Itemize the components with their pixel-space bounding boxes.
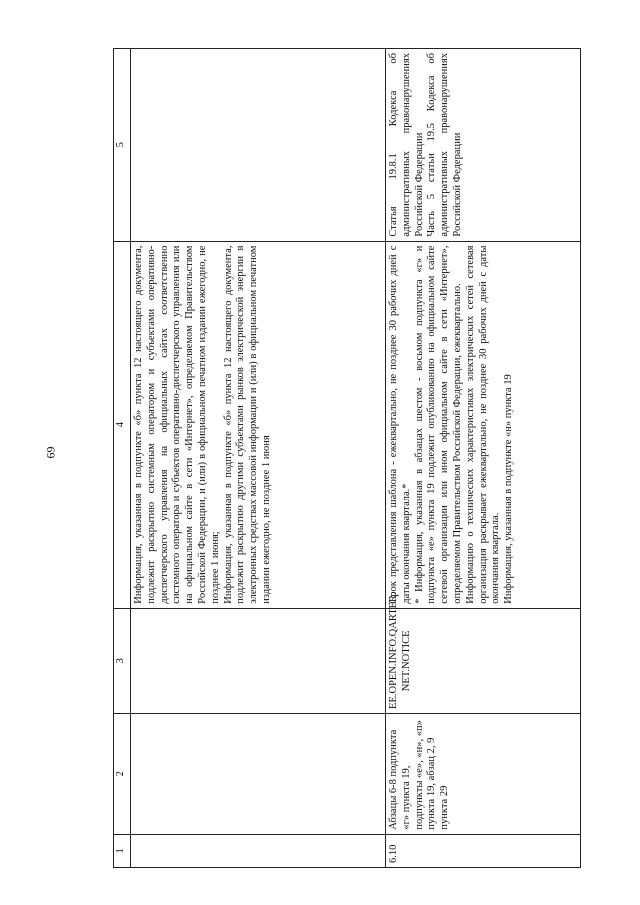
row1-col4-para1: Информация, указанная в подпункте «б» пункта 12 настоящего документа, подлежит раскрытию системным оператором и субъектами оперативно-диспетчерского управления на официальных сайтах соответственно системного оператора и субъектов оперативно-диспетчерского управления или на официальном сайте в сети «Интернет», определяемом Правительством Российской Федерации, и (или) в официальном печатном издании ежегодно, не позднее 1 июня; [133, 245, 221, 604]
header-col-2: 2 [114, 713, 131, 834]
table-row [386, 49, 581, 868]
page-number: 69 [43, 446, 58, 459]
row2-col5-para1: Статья 19.8.1 Кодекса об административных правонарушениях Российской Федерации [388, 53, 425, 237]
header-col-1: 1 [114, 834, 131, 867]
row2-col4-para4: Информация, указанная в подпункте «н» пункта 19 [503, 374, 515, 604]
row1-col2 [131, 713, 386, 834]
header-col-4: 4 [114, 241, 131, 608]
row1-col1 [131, 834, 386, 867]
header-col-3: 3 [114, 608, 131, 713]
row2-col4-para3: Информацию о технических характеристиках электрических сетей сетевая организация раскрывает ежеквартально, не позднее 30 рабочих дней с даты окончания квартала. [464, 245, 502, 604]
row2-col2: Абзацы 6-8 подпункта «г» пункта 19, подпункты «е», «н», «п» пункта 19, абзац 2, 9 пункта 29 [386, 713, 581, 834]
row2-col4 [386, 241, 581, 608]
table-row [131, 49, 386, 868]
row2-col3: EE.OPEN.INFO.QARTER. NET.NOTICE [386, 608, 581, 713]
header-col-5: 5 [114, 49, 131, 242]
table-wrapper [113, 48, 583, 868]
disclosure-table [113, 48, 581, 868]
row1-col4-para2: Информация, указанная в подпункте «б» пункта 12 настоящего документа, подлежит раскрытию другими субъектами рынков электрической энергии в электронных средствах массовой информации и (или) в официальном печатном издании ежегодно, не позднее 1 июня [222, 245, 272, 604]
row2-col4-para1: Срок представления шаблона - ежеквартально, не позднее 30 рабочих дней с даты окончания квартала.* [388, 245, 412, 604]
header-row [114, 49, 131, 868]
row2-col4-para2: * Информация, указанная в абзацах шестом - восьмом подпункта «г» и подпункта «е» пункта 19 подлежит опубликованию на официальном сайте сетевой организации или ином официальном сайте в сети «Интернет», определяемом Правительством Российской Федерации, ежеквартально. [413, 245, 463, 604]
row2-col5 [386, 49, 581, 242]
row1-col4 [131, 241, 386, 608]
rotated-table-container [113, 48, 583, 868]
row2-col1: 6.10 [386, 834, 581, 867]
row1-col5 [131, 49, 386, 242]
row1-col3 [131, 608, 386, 713]
row2-col5-para2: Часть 5 статьи 19.5 Кодекса об административных правонарушениях Российской Федерации [426, 53, 463, 237]
